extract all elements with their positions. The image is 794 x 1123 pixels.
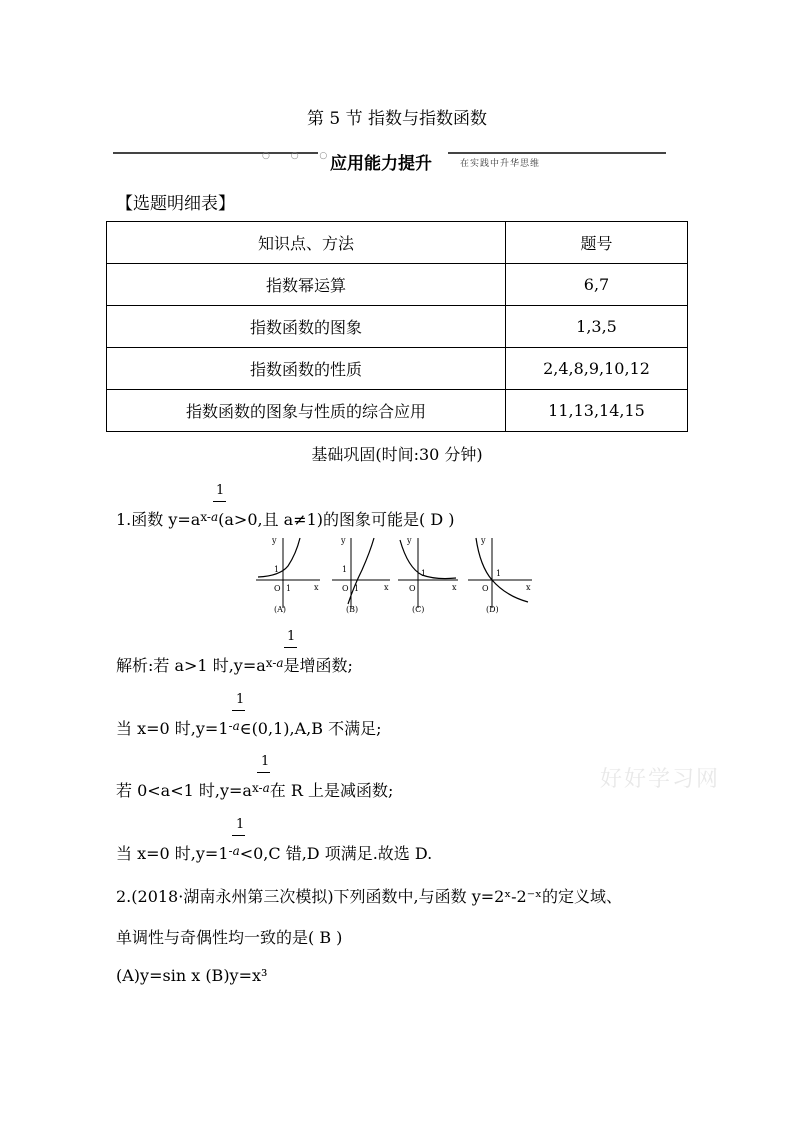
table-row [107,264,688,306]
graph-c-origin: O [409,584,416,593]
graph-b [332,536,390,614]
table-cell: 11,13,14,15 [506,390,688,432]
solution-4-den: a [232,844,240,858]
solution-line-1 [116,653,353,676]
table-row [107,390,688,432]
table-header-row [107,222,688,264]
table-header-cell: 题号 [506,222,688,264]
solution-2-num: 1 [236,692,245,707]
graph-c-label: (C) [412,605,425,614]
graph-a-label: (A) [274,605,287,614]
table-row [107,348,688,390]
table-title: 【选题明细表】 [116,194,235,214]
graph-c [398,536,458,614]
solution-1-den: a [276,656,284,670]
graph-a-x-label: x [314,583,319,592]
solution-2-exp: - [228,719,233,733]
solution-1-text: 解析:若 a>1 时,y=a [116,656,266,675]
q1-exponent-num: 1 [216,483,225,498]
question-2-options: (A)y=sin x (B)y=x³ [116,966,268,985]
graph-c-one: 1 [421,569,427,578]
question-1 [116,507,455,530]
graph-b-origin: O [342,584,349,593]
solution-3-num: 1 [261,754,270,769]
graph-b-one: 1 [354,584,360,593]
section-title: 第 5 节 指数与指数函数 [306,109,488,129]
graph-d-one: 1 [496,569,502,578]
banner-title: 应用能力提升 [330,154,432,174]
graph-a-y-one: 1 [274,565,280,574]
section-subtitle: 基础巩固(时间:30 分钟) [311,445,483,464]
table-cell: 2,4,8,9,10,12 [506,348,688,390]
table-cell: 指数函数的性质 [107,348,506,390]
solution-4-num: 1 [236,817,245,832]
solution-4-bar [232,835,245,836]
table-cell: 指数幂运算 [107,264,506,306]
solution-2-den: a [232,719,240,733]
q1-suffix: (a>0,且 a≠1)的图象可能是( D ) [218,510,455,529]
banner-dots: ○ ○ ○ [262,151,337,161]
solution-4-text: 当 x=0 时,y=1 [116,844,229,863]
solution-3-text: 若 0<a<1 时,y=a [116,781,252,800]
graph-c-y-label: y [407,536,412,545]
solution-line-3 [116,778,393,801]
solution-2-text: 当 x=0 时,y=1 [116,719,229,738]
q1-graph-options [250,532,542,618]
solution-line-2 [116,716,381,739]
topic-table [106,221,688,432]
table-cell: 1,3,5 [506,306,688,348]
graph-b-y-label: y [341,536,346,545]
q1-fraction-bar [213,501,226,502]
solution-4-exp: - [228,844,233,858]
solution-1-exp: x- [265,656,277,670]
graph-a-one: 1 [286,584,292,593]
watermark: 好好学习网 [600,767,721,792]
solution-1-text-b: 是增函数; [283,656,353,675]
table-cell: 指数函数的图象与性质的综合应用 [107,390,506,432]
q1-exponent-den: a [210,510,219,524]
graph-d-origin: O [482,584,489,593]
solution-3-exp: x- [251,781,263,795]
graph-b-y-one: 1 [342,565,348,574]
solution-3-den: a [262,781,270,795]
graph-d [468,536,532,614]
solution-2-bar [232,710,245,711]
solution-1-bar [284,647,297,648]
solution-3-bar [257,772,270,773]
q1-exponent: x- [200,510,211,524]
graph-a-origin: O [274,584,281,593]
graph-b-x-label: x [384,583,389,592]
q1-prefix: 1.函数 y=a [116,510,201,529]
solution-1-num: 1 [287,629,296,644]
graph-d-x-label: x [526,583,531,592]
table-header-cell: 知识点、方法 [107,222,506,264]
graph-b-label: (B) [346,605,359,614]
graph-c-x-label: x [452,583,457,592]
question-2-line-2: 单调性与奇偶性均一致的是( B ) [116,928,343,947]
banner-subtitle: 在实践中升华思维 [460,159,541,169]
solution-line-4 [116,841,432,864]
graph-a-y-label: y [272,536,277,545]
solution-3-text-b: 在 R 上是减函数; [269,781,394,800]
table-cell: 指数函数的图象 [107,306,506,348]
banner-rule-right [448,152,666,154]
question-2-line-1: 2.(2018·湖南永州第三次模拟)下列函数中,与函数 y=2ˣ-2⁻ˣ的定义域、 [116,887,622,906]
graph-d-label: (D) [486,605,499,614]
solution-2-text-b: ∈(0,1),A,B 不满足; [239,719,382,738]
table-cell: 6,7 [506,264,688,306]
table-row [107,306,688,348]
solution-4-text-b: <0,C 错,D 项满足.故选 D. [239,844,433,863]
graph-d-y-label: y [481,536,486,545]
graph-a [256,536,320,614]
